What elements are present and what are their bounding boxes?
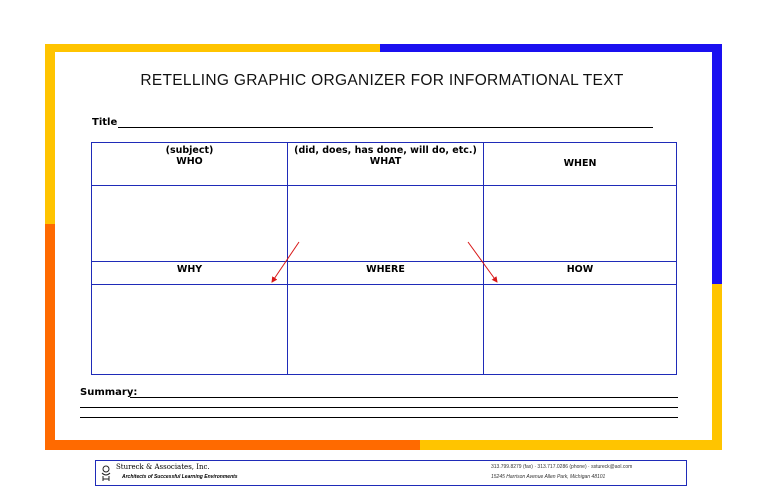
frame-bottom-yellow xyxy=(420,440,722,450)
frame-bottom-orange xyxy=(45,440,420,450)
answer-who[interactable] xyxy=(92,186,288,262)
how-label: HOW xyxy=(566,264,594,275)
frame-left-orange xyxy=(45,224,55,450)
header-where xyxy=(288,262,484,285)
where-label: WHERE xyxy=(366,264,405,275)
company-tagline: Architects of Successful Learning Environments xyxy=(122,474,238,480)
who-subtitle: (subject) xyxy=(165,145,214,156)
worksheet xyxy=(56,56,708,440)
summary-line-1[interactable] xyxy=(130,397,678,398)
page-title: RETELLING GRAPHIC ORGANIZER FOR INFORMATIONAL TEXT xyxy=(140,72,624,89)
what-subtitle: (did, does, has done, will do, etc.) xyxy=(294,145,477,156)
frame-top-blue xyxy=(380,44,722,52)
contact-info: 313.799.8279 (fax) · 313.717.0286 (phone) · sstureck@aol.com xyxy=(491,464,633,470)
header-when xyxy=(484,143,676,186)
why-label: WHY xyxy=(176,264,203,275)
stureck-logo-icon xyxy=(99,464,113,482)
frame-right-blue xyxy=(712,44,722,284)
address-info: 15245 Harrison Avenue Allen Park, Michigan 48101 xyxy=(491,474,606,480)
who-label: WHO xyxy=(176,156,203,167)
answer-when[interactable] xyxy=(484,186,676,262)
summary-line-3[interactable] xyxy=(80,417,678,418)
header-why xyxy=(92,262,288,285)
answer-how[interactable] xyxy=(484,285,676,374)
frame-left-yellow xyxy=(45,44,55,224)
answer-why[interactable] xyxy=(92,285,288,374)
summary-field-label: Summary: xyxy=(80,387,138,398)
header-who xyxy=(92,143,288,186)
answer-where[interactable] xyxy=(288,285,484,374)
header-how xyxy=(484,262,676,285)
summary-line-2[interactable] xyxy=(80,407,678,408)
what-label: WHAT xyxy=(369,156,402,167)
title-field-line[interactable] xyxy=(118,127,653,128)
title-field-label: Title xyxy=(92,117,118,128)
organizer-table xyxy=(91,142,677,375)
frame-right-yellow xyxy=(712,284,722,450)
header-what xyxy=(288,143,484,186)
frame-top-yellow xyxy=(47,44,382,52)
when-label: WHEN xyxy=(563,158,597,169)
publisher-footer xyxy=(95,460,687,486)
answer-what[interactable] xyxy=(288,186,484,262)
company-name: Stureck & Associates, Inc. xyxy=(116,463,210,471)
